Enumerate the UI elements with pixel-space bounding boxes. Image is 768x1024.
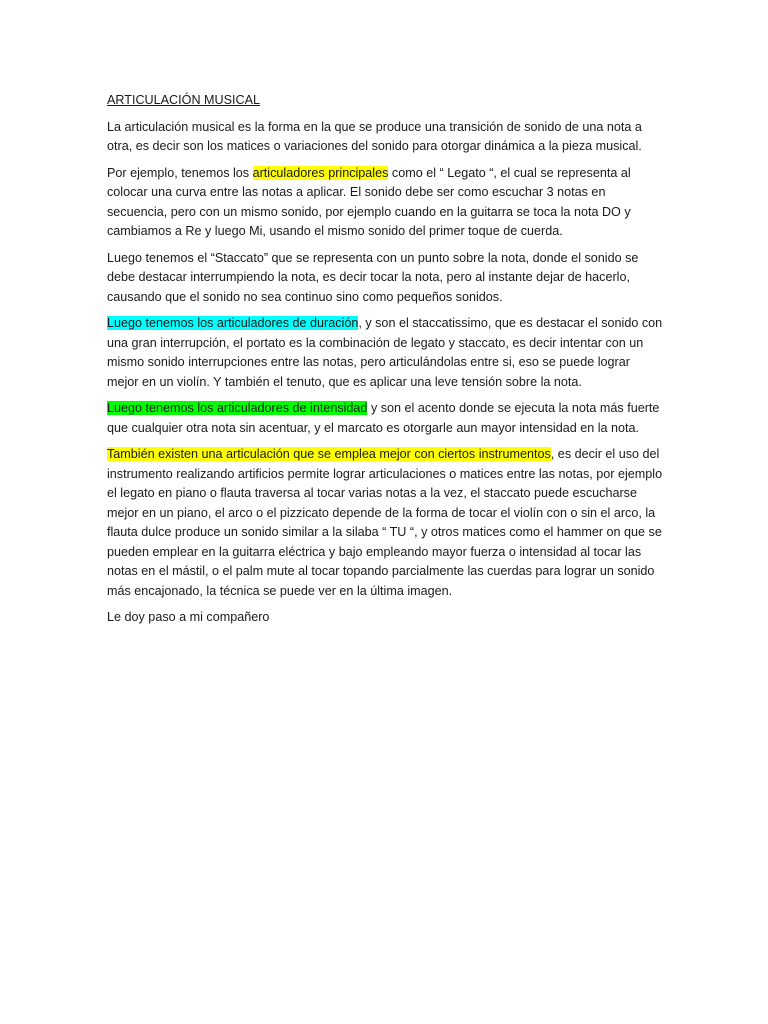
paragraph-staccato-text: Luego tenemos el “Staccato” que se representa con un punto sobre la nota, donde el sonido se debe destacar interrumpiendo la nota, es decir tocar la nota, pero al instante dejar de hacerlo, causando que el sonido no sea continuo sino como pequeños sonidos. [107,250,639,304]
paragraph-intensidad [107,399,663,438]
paragraph-intro [107,118,663,157]
paragraph-instrumentos [107,445,663,601]
highlight-articulacion-instrumentos: También existen una articulación que se emplea mejor con ciertos instrumentos [107,447,551,461]
paragraph-closing-text: Le doy paso a mi compañero [107,610,270,624]
highlight-articuladores-principales: articuladores principales [252,165,389,180]
paragraph-legato-text: como el “ Legato “, el cual se representa al colocar una curva entre las notas a aplicar. El sonido debe ser como escuchar 3 notas en secuencia, pero con un mismo sonido, por ejemplo cuando en la guitarra se toca la nota DO y cambiamos a Re y luego Mi, usando el mismo sonido del primer toque de cuerda. [107,165,631,238]
paragraph-staccato [107,249,663,308]
paragraph-duracion-text: , y son el staccatissimo, que es destacar el sonido con una gran interrupción, el portato es la combinación de legato y staccato, es decir intentar con un mismo sonido interrupciones entre las notas, pero articulándolas entre si, eso se puede lograr mejor en un violín. Y también el tenuto, que es aplicar una leve tensión sobre la nota. [107,316,663,389]
paragraph-instrumentos-text: , es decir el uso del instrumento realizando artificios permite lograr articulaciones o matices entre las notas, por ejemplo el legato en piano o flauta traversa al tocar varias notas a la vez, el staccato puede escucharse mejor en un piano, el arco o el pizzicato depende de la forma de tocar el violín con o sin el arco, la flauta dulce produce un sonido similar a la silaba “ TU “, y otros matices como el hammer on que se pueden emplear en la guitarra eléctrica y bajo empleando mayor fuerza o intensidad al tocar las notas en el mástil, o el palm mute al tocar topando parcialmente las cuerdas para lograr un sonido más encajonado, la técnica se puede ver en la última imagen. [107,447,663,598]
paragraph-legato-lead: Por ejemplo, tenemos los [107,165,253,180]
highlight-articuladores-intensidad: Luego tenemos los articuladores de intensidad [107,401,368,415]
document-title: ARTICULACIÓN MUSICAL [107,93,261,107]
paragraph-intro-text: La articulación musical es la forma en la que se produce una transición de sonido de una nota a otra, es decir son los matices o variaciones del sonido para otorgar dinámica a la pieza musical. [107,119,642,153]
paragraph-closing [107,608,663,628]
paragraph-duracion [107,314,663,392]
document-body [107,91,663,635]
highlight-articuladores-duracion: Luego tenemos los articuladores de duración [107,316,359,330]
paragraph-intensidad-text: y son el acento donde se ejecuta la nota más fuerte que cualquier otra nota sin acentuar, y el marcato es otorgarle aun mayor intensidad en la nota. [107,401,660,435]
paragraph-legato [107,164,663,242]
